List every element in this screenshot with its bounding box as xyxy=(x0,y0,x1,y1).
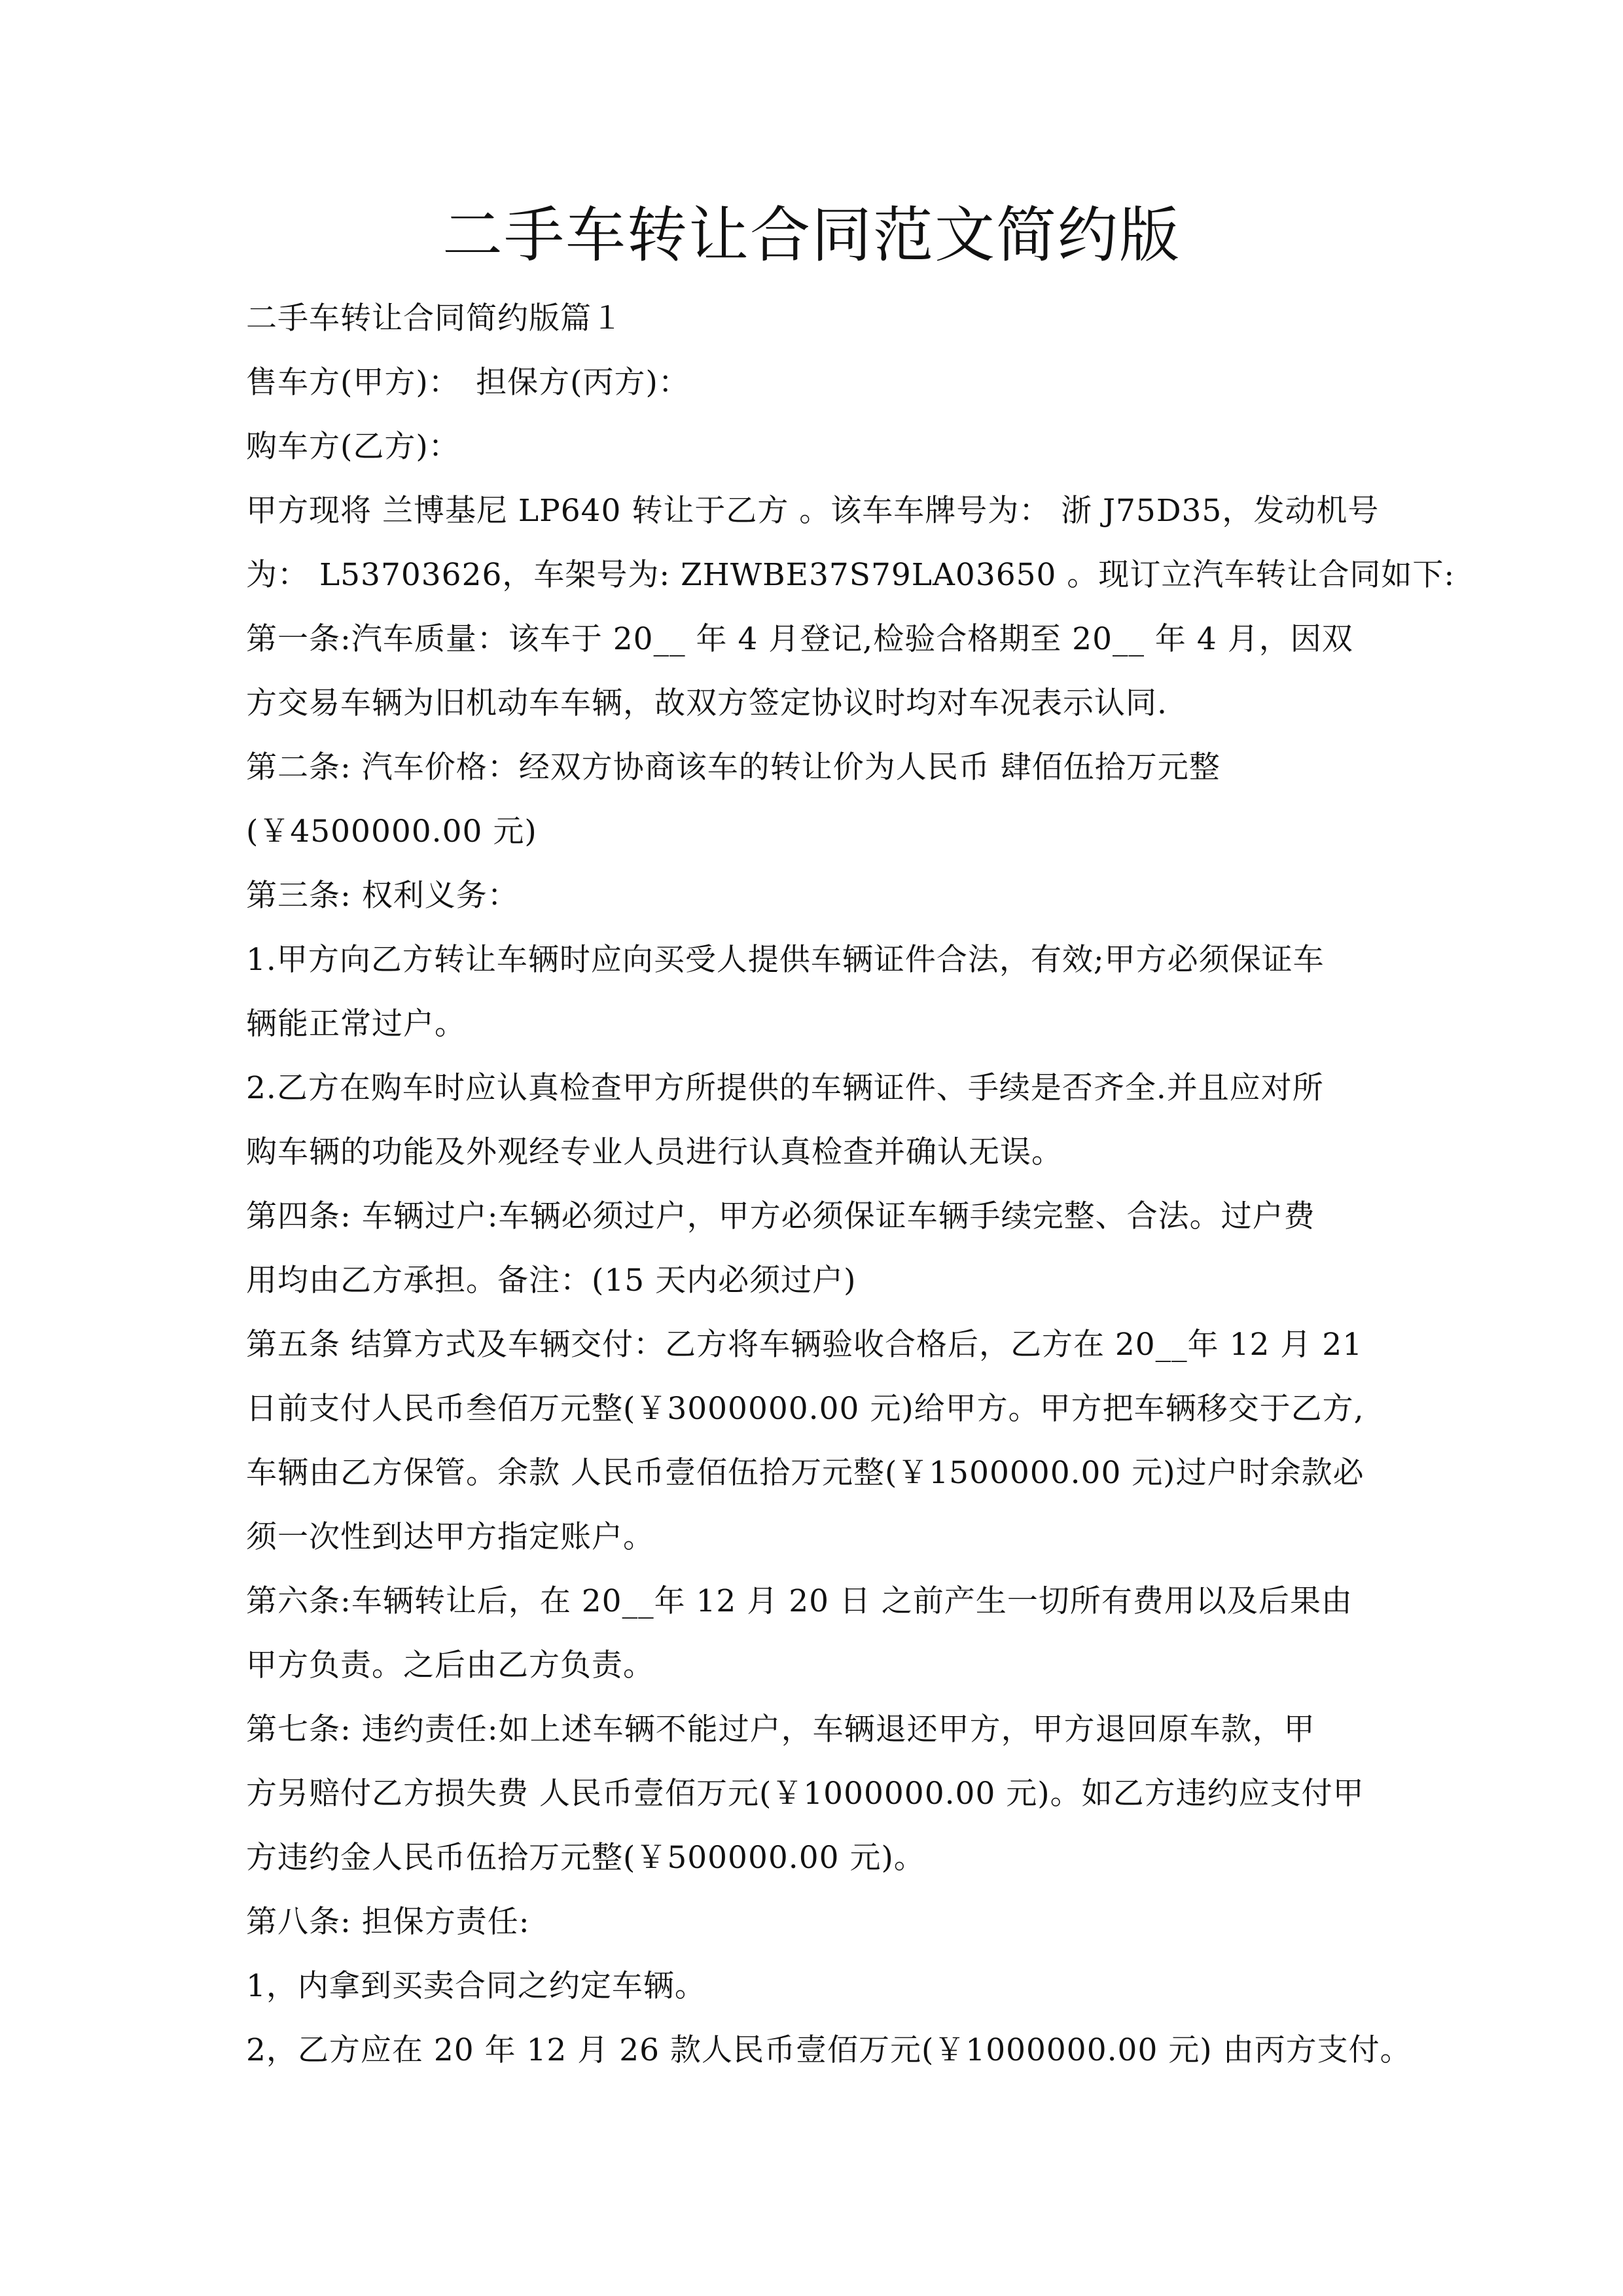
document-body xyxy=(246,287,1455,2083)
clause-1-line: 方交易车辆为旧机动车车辆，故双方签定协议时均对车况表示认同. xyxy=(246,685,1168,721)
clause-7-line: 方违约金人民币伍拾万元整(￥500000.00 元)。 xyxy=(246,1840,925,1876)
clause-2-line: 第二条: 汽车价格：经双方协商该车的转让价为人民币 肆佰伍拾万元整 xyxy=(246,749,1221,785)
buyer-line: 购车方(乙方)： xyxy=(246,429,460,465)
seller-guarantor-line: 售车方(甲方)： 担保方(丙方)： xyxy=(246,365,690,401)
clause-8-item-2: 2，乙方应在 20 年 12 月 26 款人民币壹佰万元(￥1000000.00 元) 由丙方支付。 xyxy=(246,2032,1412,2068)
clause-6-line: 第六条:车辆转让后，在 20__年 12 月 20 日 之前产生一切所有费用以及后果由 xyxy=(246,1583,1353,1619)
clause-3-item-1: 1.甲方向乙方转让车辆时应向买受人提供车辆证件合法，有效;甲方必须保证车 xyxy=(246,942,1325,978)
clause-8-item-1: 1，内拿到买卖合同之约定车辆。 xyxy=(246,1968,706,2004)
clause-5-line: 第五条 结算方式及车辆交付：乙方将车辆验收合格后，乙方在 20__年 12 月 21 xyxy=(246,1327,1363,1363)
clause-3-item-1: 辆能正常过户。 xyxy=(246,1006,466,1042)
clause-1-line: 第一条:汽车质量：该车于 20__ 年 4 月登记,检验合格期至 20__ 年 4 月，因双 xyxy=(246,621,1353,657)
section-heading: 二手车转让合同简约版篇１ xyxy=(246,300,623,336)
clause-6-line: 甲方负责。之后由乙方负责。 xyxy=(246,1647,654,1683)
document-title: 二手车转让合同范文简约版 xyxy=(442,200,1181,270)
clause-5-line: 车辆由乙方保管。余款 人民币壹佰伍拾万元整(￥1500000.00 元)过户时余款必 xyxy=(246,1455,1364,1491)
clause-4-line: 第四条: 车辆过户:车辆必须过户，甲方必须保证车辆手续完整、合法。过户费 xyxy=(246,1198,1315,1234)
paragraph-line: 为： L53703626，车架号为: ZHWBE37S79LA03650 。现订立汽车转让合同如下: xyxy=(246,557,1455,593)
clause-2-line: (￥4500000.00 元) xyxy=(246,814,537,850)
clause-5-line: 须一次性到达甲方指定账户。 xyxy=(246,1519,654,1555)
clause-7-line: 第七条: 违约责任:如上述车辆不能过户，车辆退还甲方，甲方退回原车款，甲 xyxy=(246,1712,1315,1748)
clause-3-heading: 第三条: 权利义务： xyxy=(246,878,519,914)
clause-5-line: 日前支付人民币叁佰万元整(￥3000000.00 元)给甲方。甲方把车辆移交于乙方, xyxy=(246,1391,1364,1427)
paragraph-line: 甲方现将 兰博基尼 LP640 转让于乙方 。该车车牌号为： 浙 J75D35，发动机号 xyxy=(246,493,1380,529)
clause-8-heading: 第八条: 担保方责任: xyxy=(246,1904,530,1940)
clause-7-line: 方另赔付乙方损失费 人民币壹佰万元(￥1000000.00 元)。如乙方违约应支付甲 xyxy=(246,1776,1364,1812)
clause-4-line: 用均由乙方承担。备注：(15 天内必须过户) xyxy=(246,1263,857,1299)
clause-3-item-2: 2.乙方在购车时应认真检查甲方所提供的车辆证件、手续是否齐全.并且应对所 xyxy=(246,1070,1324,1106)
clause-3-item-2: 购车辆的功能及外观经专业人员进行认真检查并确认无误。 xyxy=(246,1134,1063,1170)
